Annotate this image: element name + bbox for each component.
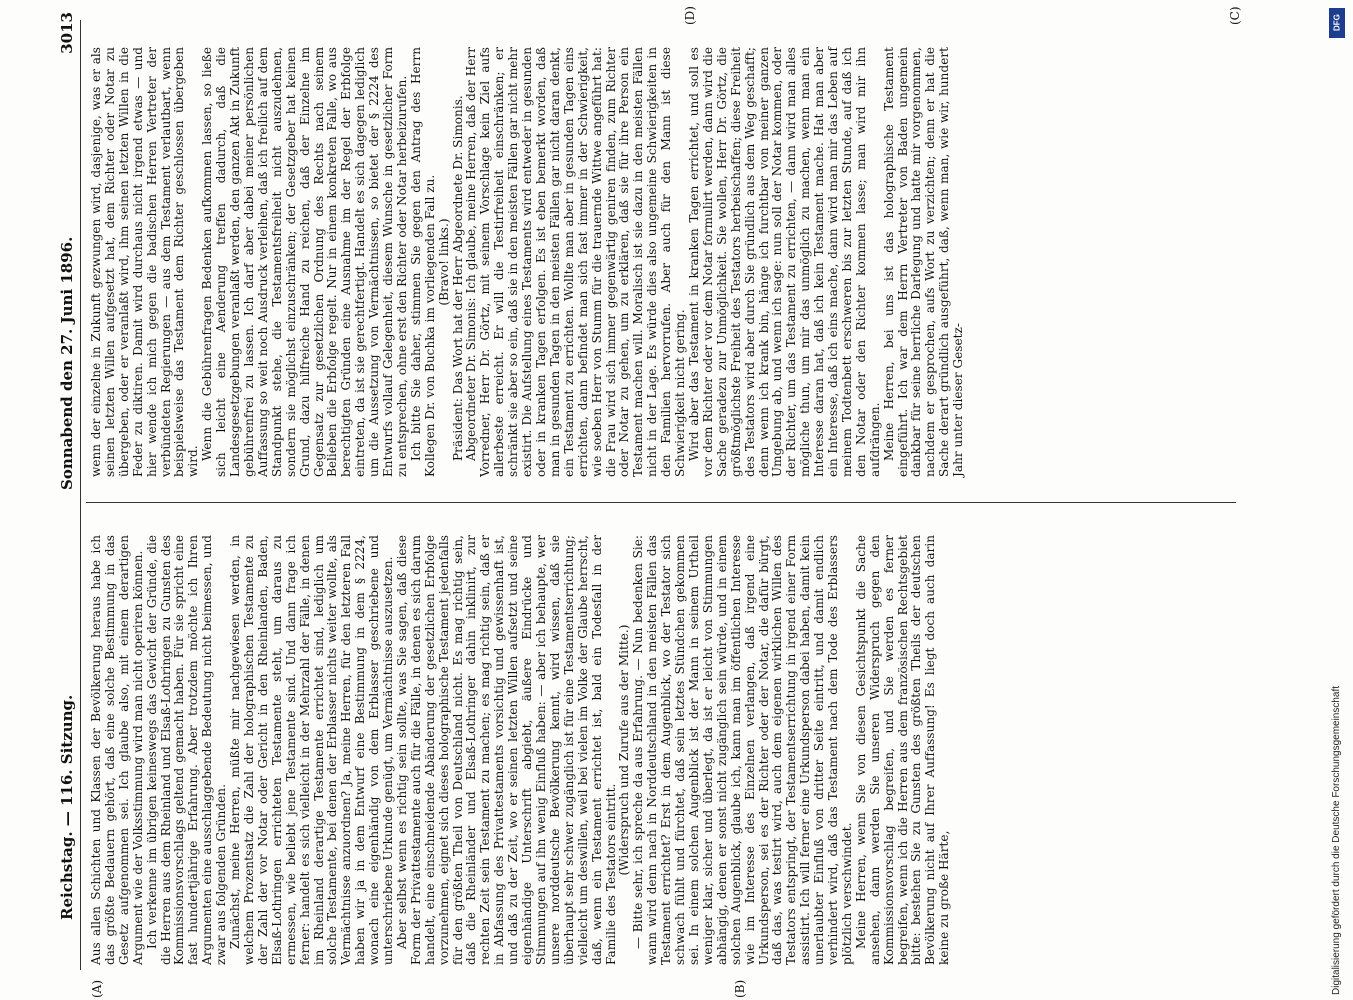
paragraph: wenn der einzelne in Zukunft gezwungen wird, dasjenige, was er als seinen letzten Willen aufgesetzt hat, dem Richter oder Notar zu übergeben, oder er veranlaßt wird, ihm seinen letzten Willen in die Feder zu diktiren. Damit wird durchaus nicht irgend etwas — und hier wende ich mich gegen die badischen Herren Vertreter der verbündeten Regierungen — aus dem Testament verlautbart, wenn beispielsweise das Testament dem Richter geschlossen übergeben wird. xyxy=(89,47,201,477)
paragraph: Meine Herren, bei uns ist das holographische Testament eingeführt. Ich war dem Herrn Vertreter von Baden ungemein dankbar für seine herrliche Darlegung und hatte mir vorgenommen, nachdem er gesprochen, aufs Wort zu verzichten; denn er hat die Sache derart gründlich ausgeführt, daß, wenn man, wie wir, hundert Jahr unter dieser Gesetz- xyxy=(881,47,966,477)
margin-marker-a: (A) xyxy=(90,979,104,998)
funding-note: Digitalisierung gefördert durch die Deutsche Forschungsgemeinschaft xyxy=(1331,685,1342,995)
interjection: (Bravo! links.) xyxy=(436,218,451,306)
paragraph: Ich verkenne im übrigen keineswegs das Gewicht der Gründe, die die Herren aus dem Rheinland und Elsaß-Lothringen zu Gunsten des Kommissionsvorschlags geltend gemacht haben. Für sie spricht eine fast hundertjährige Erfahrung. Aber trotzdem möchte ich Ihren Argumenten eine ausschlaggebende Bedeutung nicht beimessen, und zwar aus folgenden Gründen. xyxy=(144,535,229,965)
header-rule xyxy=(80,20,81,970)
paragraph: Zunächst, meine Herren, müßte mir nachgewiesen werden, in welchem Prozentsatz die Zahl der holographischen Testamente zu der Zahl der vor Notar oder Gericht in den Rheinlanden, Baden, Elsaß-Lothringen errichteten Testamente steht, um daraus zu ermessen, wie beliebt jene Testamente sind. Und dann frage ich ferner: handelt es sich vielleicht in der Mehrzahl der Fälle, in denen im Rheinland derartige Testamente errichtet sind, lediglich um solche Testamente, bei denen der Erblasser nichts weiter wollte, als Vermächtnisse anzuordnen? Ja, meine Herren, für den letzteren Fall haben wir ja in dem Entwurf eine Bestimmung in dem § 2224, wonach eine eigenhändig von dem Erblasser geschriebene und unterschriebene Urkunde genügt, um Vermächtnisse auszusetzen. xyxy=(228,535,396,965)
paragraph: Ich bitte Sie daher, stimmen Sie gegen den Antrag des Herrn Kollegen Dr. von Buchka im vorliegenden Fall zu. xyxy=(408,47,437,477)
paragraph: Aber selbst wenn es richtig sein sollte, was Sie sagen, daß diese Form der Privattestamente auch für die Fälle, in denen es sich darum handelt, eine einschneidende Abänderung der gesetzlichen Erbfolge vorzunehmen, eignet sich dieses holographische Testament jedenfalls für den größten Theil von Deutschland nicht. Es mag richtig sein, daß die Rheinländer und Elsaß-Lothringer dahin inklinirt, zur rechten Zeit sein Testament zu machen; es mag richtig sein, daß er in Abfassung des Privattestaments vorsichtig und gewissenhaft ist, und daß zu der Zeit, wo er seinen letzten Willen aufsetzt und seine eigenhändige Unterschrift abgiebt, äußere Eindrücke und Stimmungen auf ihn wenig Einfluß haben: — aber ich behaupte, wer unsere norddeutsche Bevölkerung kennt, wird wissen, daß sie überhaupt sehr schwer zugänglich ist für eine Testamentserrichtung; vielleicht um deswillen, weil bei vielen im Volke der Glaube herrscht, daß, wenn ein Testament errichtet ist, bald ein Todesfall in der Familie des Testators eintritt. xyxy=(394,535,618,965)
rotated-newspaper-page xyxy=(28,0,1268,1000)
header-session: Reichstag. — 116. Sitzung. xyxy=(58,694,76,920)
paragraph: Wenn die Gebührenfragen Bedenken aufkommen lassen, so ließe sich leicht eine Aenderung treffen dadurch, daß die Landesgesetzgebungen veranlaßt werden, den ganzen Akt in Zukunft gebührenfrei zu lassen. Ich darf aber dabei meiner persönlichen Auffassung so weit noch Ausdruck verleihen, daß ich freilich auf dem Standpunkt stehe, die Testamentsfreiheit nicht auszudehnen, sondern sie möglichst einzuschränken; der Gesetzgeber hat keinen Grund, dazu hilfreiche Hand zu reichen, daß der Einzelne im Gegensatz zur gesetzlichen Ordnung des Rechts nach seinem Belieben die Erbfolge regelt. Nur in einem konkreten Falle, wo aus berechtigten Gründen eine Ausnahme im der Regel der Erbfolge eintreten, da ist sie gerechtfertigt. Handelt es sich dagegen lediglich um die Aussetzung von Vermächtnissen, so bietet der § 2224 des Entwurfs vollauf Gelegenheit, diesem Wunsche in gesetzlicher Form zu entsprechen, ohne erst den Richter oder Notar herbeizurufen. xyxy=(200,47,409,477)
left-column xyxy=(90,535,952,965)
dfg-logo: DFG xyxy=(1329,8,1345,38)
paragraph: Meine Herren, wenn Sie von diesen Gesichtspunkt die Sache ansehen, dann werden Sie unseren Widerspruch gegen den Kommissionsvorschlag begreifen, und Sie werden es ferner begreifen, wenn ich die Herren aus dem französischen Rechtsgebiet bitte: bestehen Sie zu Gunsten des größten Theils der deutschen Bevölkerung nicht auf Ihrer Auffassung! Es liegt doch auch darin keine zu große Härte, xyxy=(853,535,952,965)
margin-marker-c: (C) xyxy=(1228,6,1242,25)
margin-marker-d: (D) xyxy=(683,6,697,25)
speaker-line: Präsident: Das Wort hat der Herr Abgeordnete Dr. Simonis. xyxy=(450,95,465,461)
margin-marker-b: (B) xyxy=(733,979,747,998)
header-date: Sonnabend den 27. Juni 1896. xyxy=(58,236,76,490)
paragraph: — Bitte sehr, ich spreche da aus Erfahrung. — Nun bedenken Sie: wann wird denn nach in Norddeutschland in den meisten Fällen das Testament errichtet? Erst in dem Augenblick, wo der Testator sich schwach fühlt und fürchtet, daß sein letztes Stündchen gekommen sei. In einem solchen Augenblick ist der Mann in seinem Urtheil weniger klar, sicher und überlegt, da ist er leicht von Stimmungen abhängig, denen er sonst nicht zugänglich sein würde, und in einem solchen Augenblick, glaube ich, kann man im öffentlichen Interesse wie im Interesse des Einzelnen verlangen, daß irgend eine Urkundsperson, sei es der Richter oder der Notar, die dafür bürgt, daß das, was testirt wird, auch dem eigenen wirklichen Willen des Testators entspringt, der Testamentserrichtung in irgend einer Form assistirt. Ich will ferner eine Urkundsperson dabei haben, damit kein unerlaubter Einfluß von dritter Seite eintritt, und damit endlich verhindert wird, daß das Testament nach dem Tode des Erblassers plötzlich verschwindet. xyxy=(631,535,854,965)
page-number: 3013 xyxy=(58,12,76,54)
paragraph: Abgeordneter Dr. Simonis: Ich glaube, meine Herren, daß der Herr Vorredner, Herr Dr. Görtz, mit seinem Vorschlage kein Ziel aufs allerbeste erreicht. Er will die Testirfreiheit einschränken; er schränkt sie aber so ein, daß sie in den meisten Fällen gar nicht mehr existirt. Die Aufstellung eines Testaments wird entweder in gesunden oder in kranken Tagen erfolgen. Es ist eben bemerkt worden, daß man in gesunden Tagen in den meisten Fällen gar nicht daran denkt, ein Testament zu errichten. Wollte man aber in gesunden Tagen eins errichten, dann befindet man sich fast immer in der Schwierigkeit, wie soeben Herr von Stumm für die trauernde Wittwe angeführt hat: die Frau wird sich immer gegenwärtig geniren finden, zum Richter oder Notar zu gehen, um zu erklären, daß sie für ihre Person ein Testament machen will. Moralisch ist sie dazu in den meisten Fällen nicht in der Lage. Es würde dies also ungemeine Schwierigkeiten in den Familien hervorrufen. Aber auch für den Mann ist diese Schwierigkeit nicht gering. xyxy=(464,47,688,477)
digitization-footer xyxy=(1327,5,1349,995)
column-divider xyxy=(86,502,1236,503)
right-column xyxy=(90,47,966,477)
paragraph: Wird aber das Testament in kranken Tagen errichtet, und soll es vor dem Richter oder vor dem Notar formulirt werden, dann wird die Sache geradezu zur Unmöglichkeit. Sie wollen, Herr Dr. Görtz, die größtmöglichste Freiheit des Testators herbeischaffen; diese Freiheit des Testators wird aber durch Sie gründlich aus dem Weg geschafft; denn wenn ich krank bin, hänge ich furchtbar von meiner ganzen Umgebung ab, und wenn ich sage: nun soll der Notar kommen, oder der Richter, um das Testament zu errichten, — dann wird man alles mögliche thun, um mir das unmöglich zu machen, wenn man ein Interesse daran hat, daß ich kein Testament mache. Hat man aber ein Interesse, daß ich eins mache, dann wird man mir das Leben auf meinem Todtenbett erschweren bis zur letzten Stunde, auf daß ich den Notar oder den Richter kommen lasse; man wird mir ihn aufdrängen. xyxy=(686,47,882,477)
interjection: (Widerspruch und Zurufe aus der Mitte.) xyxy=(617,624,632,876)
paragraph: Aus allen Schichten und Klassen der Bevölkerung heraus habe ich das größte Bedauern gehört, daß eine solche Bestimmung in das Gesetz aufgenommen sei. Ich glaube also, mit einem derartigen Argument wie der Volksstimmung wird man nicht operiren können. xyxy=(89,535,145,965)
